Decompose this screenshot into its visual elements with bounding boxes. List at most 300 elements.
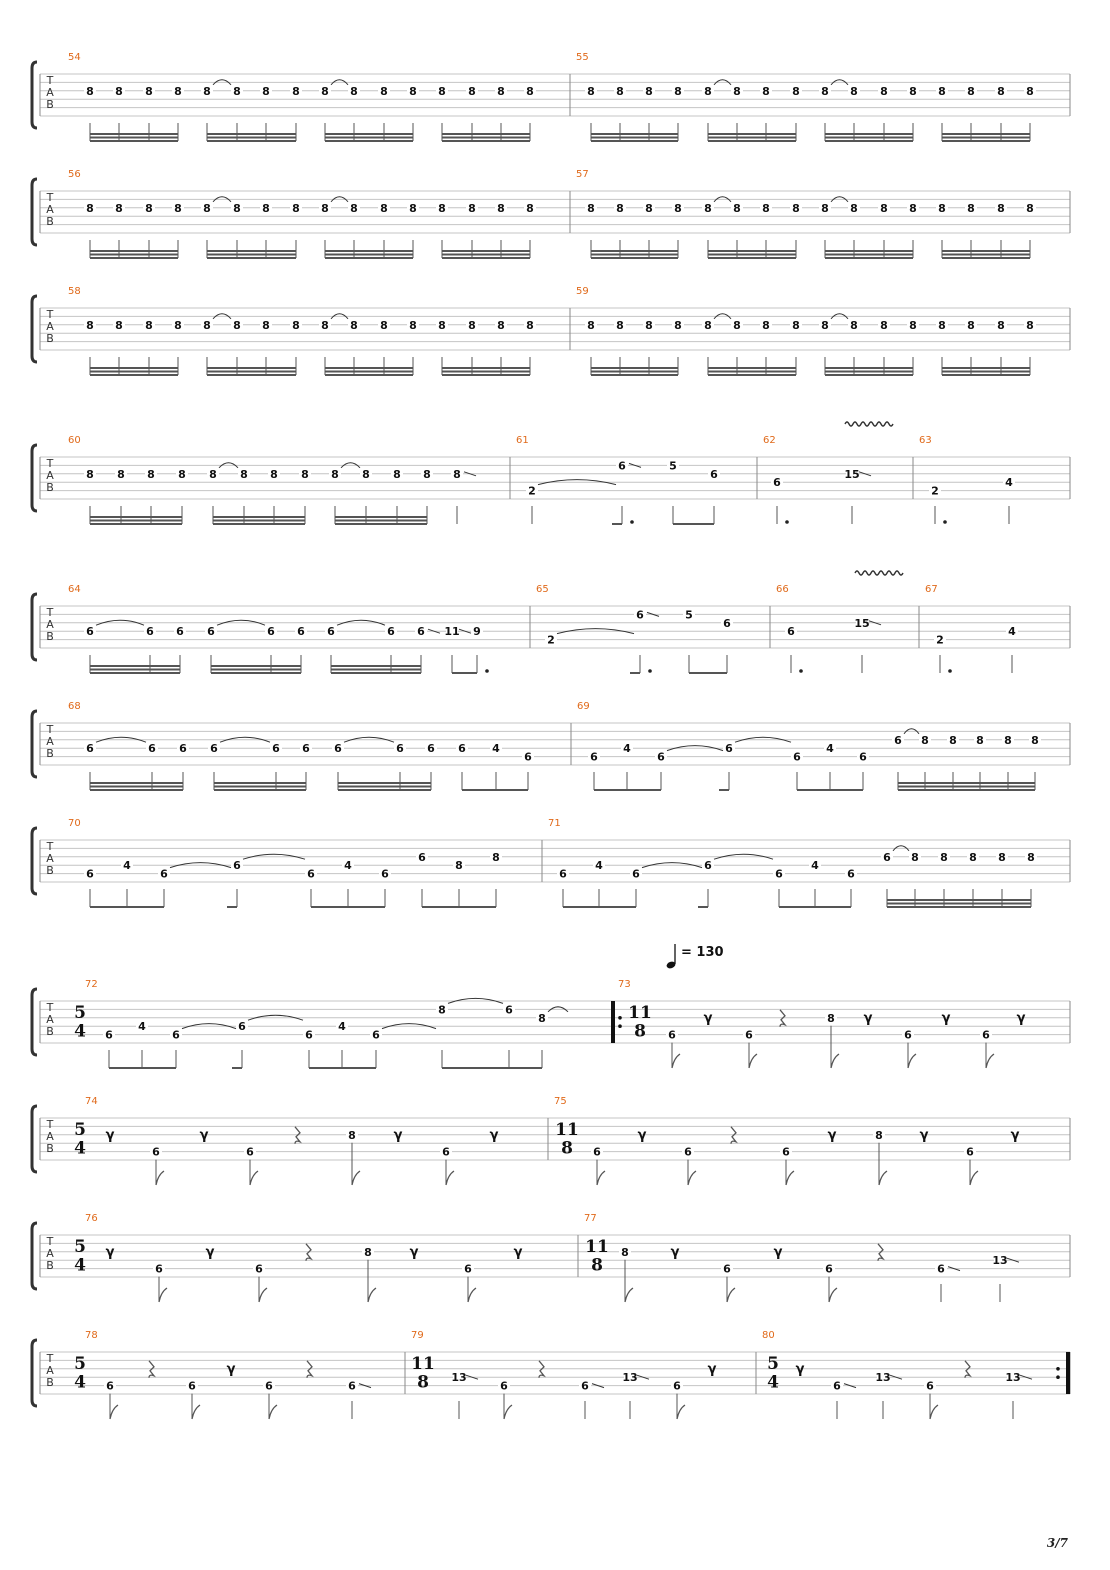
measure-64 — [68, 584, 489, 673]
fret-number: 8 — [350, 84, 358, 98]
time-signature-bottom: 4 — [74, 1372, 86, 1393]
time-signature-top: 5 — [74, 1353, 86, 1374]
measure-79 — [411, 1330, 717, 1419]
fret-number: 8 — [86, 467, 94, 481]
measure-number: 78 — [85, 1330, 98, 1341]
measure-54 — [68, 52, 536, 141]
fret-number: 6 — [632, 867, 640, 881]
fret-number: 6 — [427, 742, 435, 756]
system-bracket — [32, 594, 37, 660]
fret-number: 8 — [1026, 318, 1034, 332]
fret-number: 6 — [618, 459, 626, 473]
fret-number: 8 — [1027, 850, 1035, 864]
tempo-marking — [666, 944, 724, 970]
repeat-dot — [1056, 1367, 1060, 1371]
fret-number: 8 — [674, 318, 682, 332]
eighth-rest-icon: γ — [105, 1244, 115, 1260]
system-bracket — [32, 1340, 37, 1406]
fret-number: 6 — [146, 625, 154, 639]
fret-number: 6 — [505, 1003, 513, 1017]
fret-number: 6 — [833, 1379, 841, 1393]
fret-number: 6 — [86, 742, 94, 756]
measure-77 — [584, 1213, 1019, 1302]
fret-number: 8 — [940, 850, 948, 864]
note-flag — [259, 1288, 267, 1302]
note-flag — [468, 1288, 476, 1302]
system-bracket — [32, 828, 37, 894]
repeat-dot — [618, 1024, 622, 1028]
fret-number: 4 — [492, 742, 500, 756]
eighth-rest-icon: γ — [1016, 1010, 1026, 1026]
tab-clef-letter: T — [46, 1118, 54, 1131]
fret-number: 8 — [115, 201, 123, 215]
tab-clef-letter: A — [46, 320, 54, 333]
fret-number: 8 — [792, 318, 800, 332]
fret-number: 6 — [723, 1262, 731, 1276]
fret-number: 6 — [982, 1028, 990, 1042]
fret-number: 8 — [949, 733, 957, 747]
fret-number: 8 — [909, 84, 917, 98]
page-number: 3/7 — [1046, 1536, 1068, 1550]
note-flag — [352, 1171, 360, 1185]
fret-number: 8 — [821, 84, 829, 98]
measure-78 — [74, 1330, 371, 1419]
fret-number: 6 — [155, 1262, 163, 1276]
system-bracket — [32, 62, 37, 128]
repeat-start-thick-barline — [611, 1001, 615, 1043]
measure-55 — [576, 52, 1036, 141]
fret-number: 8 — [911, 850, 919, 864]
eighth-rest-icon: γ — [513, 1244, 523, 1260]
note-flag — [597, 1171, 605, 1185]
measure-number: 73 — [618, 979, 631, 990]
fret-number: 8 — [174, 84, 182, 98]
fret-number: 8 — [292, 201, 300, 215]
eighth-rest-icon: γ — [489, 1127, 499, 1143]
fret-number: 8 — [362, 467, 370, 481]
eighth-rest-icon: γ — [637, 1127, 647, 1143]
eighth-rest-icon: γ — [703, 1010, 713, 1026]
measure-76 — [74, 1213, 522, 1302]
fret-number: 8 — [645, 201, 653, 215]
fret-number: 8 — [762, 84, 770, 98]
fret-number: 2 — [936, 633, 944, 647]
tab-clef-letter: T — [46, 1352, 54, 1365]
measure-56 — [68, 169, 536, 258]
tab-system — [32, 286, 1070, 375]
note-flag — [986, 1054, 994, 1068]
fret-number: 8 — [880, 318, 888, 332]
note-flag — [677, 1405, 685, 1419]
fret-number: 4 — [623, 742, 631, 756]
fret-number: 8 — [438, 1003, 446, 1017]
time-signature-bottom: 4 — [74, 1255, 86, 1276]
fret-number: 6 — [593, 1145, 601, 1159]
fret-number: 6 — [148, 742, 156, 756]
fret-number: 6 — [172, 1028, 180, 1042]
fret-number: 6 — [458, 742, 466, 756]
fret-number: 8 — [409, 318, 417, 332]
measure-68 — [68, 701, 534, 790]
fret-number: 8 — [704, 201, 712, 215]
fret-number: 8 — [468, 201, 476, 215]
measure-number: 67 — [925, 584, 938, 595]
fret-number: 6 — [417, 625, 425, 639]
note-flag — [831, 1054, 839, 1068]
fret-number: 5 — [685, 608, 693, 622]
note-flag — [250, 1171, 258, 1185]
measure-61 — [516, 435, 720, 524]
tab-clef-letter: A — [46, 1364, 54, 1377]
measure-62 — [763, 435, 871, 524]
augmentation-dot — [485, 669, 489, 673]
tab-clef-letter: T — [46, 1001, 54, 1014]
note-flag — [829, 1288, 837, 1302]
fret-number: 6 — [745, 1028, 753, 1042]
tab-system — [32, 52, 1070, 141]
measure-number: 60 — [68, 435, 81, 446]
fret-number: 6 — [160, 867, 168, 881]
tab-clef-letter: A — [46, 852, 54, 865]
fret-number: 8 — [998, 850, 1006, 864]
note-flag — [504, 1405, 512, 1419]
tab-clef-letter: B — [46, 1376, 54, 1389]
system-bracket — [32, 1223, 37, 1289]
system-bracket — [32, 711, 37, 777]
fret-number: 8 — [967, 84, 975, 98]
measure-65 — [536, 584, 733, 673]
fret-number: 8 — [364, 1245, 372, 1259]
note-flag — [908, 1054, 916, 1068]
note-flag — [930, 1405, 938, 1419]
fret-number: 8 — [733, 201, 741, 215]
note-flag — [879, 1171, 887, 1185]
fret-number: 11 — [444, 625, 460, 639]
fret-number: 8 — [762, 318, 770, 332]
measure-73 — [618, 979, 1026, 1068]
fret-number: 6 — [825, 1262, 833, 1276]
measure-number: 80 — [762, 1330, 775, 1341]
measure-number: 66 — [776, 584, 789, 595]
fret-number: 6 — [894, 733, 902, 747]
fret-number: 8 — [86, 318, 94, 332]
fret-number: 8 — [850, 84, 858, 98]
eighth-rest-icon: γ — [827, 1127, 837, 1143]
fret-number: 8 — [438, 84, 446, 98]
fret-number: 8 — [350, 201, 358, 215]
time-signature-top: 5 — [767, 1353, 779, 1374]
eighth-rest-icon: γ — [105, 1127, 115, 1143]
fret-number: 6 — [105, 1028, 113, 1042]
fret-number: 6 — [464, 1262, 472, 1276]
time-signature-top: 11 — [585, 1236, 609, 1257]
quarter-rest-icon — [780, 1010, 785, 1027]
fret-number: 6 — [152, 1145, 160, 1159]
eighth-rest-icon: γ — [795, 1361, 805, 1377]
tab-system — [32, 979, 1070, 1068]
fret-number: 8 — [233, 201, 241, 215]
note-flag — [625, 1288, 633, 1302]
tab-clef-letter: A — [46, 203, 54, 216]
fret-number: 6 — [773, 476, 781, 490]
fret-number: 9 — [473, 625, 481, 639]
note-flag — [159, 1288, 167, 1302]
note-flag — [727, 1288, 735, 1302]
fret-number: 8 — [438, 318, 446, 332]
fret-number: 8 — [587, 318, 595, 332]
fret-number: 4 — [123, 859, 131, 873]
fret-number: 8 — [967, 201, 975, 215]
augmentation-dot — [799, 669, 803, 673]
fret-number: 6 — [590, 750, 598, 764]
time-signature-top: 5 — [74, 1002, 86, 1023]
eighth-rest-icon: γ — [393, 1127, 403, 1143]
fret-number: 8 — [938, 201, 946, 215]
note-flag — [368, 1288, 376, 1302]
time-signature-top: 11 — [555, 1119, 579, 1140]
measure-number: 77 — [584, 1213, 597, 1224]
fret-number: 6 — [524, 750, 532, 764]
fret-number: 8 — [827, 1011, 835, 1025]
tab-system — [32, 584, 1070, 673]
note-flag — [192, 1405, 200, 1419]
fret-number: 6 — [188, 1379, 196, 1393]
fret-number: 2 — [547, 633, 555, 647]
fret-number: 8 — [331, 467, 339, 481]
measure-69 — [577, 701, 1041, 790]
fret-number: 6 — [723, 616, 731, 630]
eighth-rest-icon: γ — [226, 1361, 236, 1377]
fret-number: 6 — [710, 467, 718, 481]
fret-number: 8 — [997, 84, 1005, 98]
fret-number: 6 — [904, 1028, 912, 1042]
fret-number: 6 — [883, 850, 891, 864]
fret-number: 2 — [931, 484, 939, 498]
measure-63 — [919, 435, 1015, 524]
fret-number: 6 — [418, 850, 426, 864]
fret-number: 4 — [595, 859, 603, 873]
fret-number: 8 — [621, 1245, 629, 1259]
tab-clef-letter: A — [46, 1247, 54, 1260]
fret-number: 8 — [967, 318, 975, 332]
fret-number: 6 — [684, 1145, 692, 1159]
fret-number: 6 — [233, 859, 241, 873]
fret-number: 8 — [147, 467, 155, 481]
measure-58 — [68, 286, 536, 375]
eighth-rest-icon: γ — [707, 1361, 717, 1377]
fret-number: 8 — [178, 467, 186, 481]
repeat-end-thick-barline — [1066, 1352, 1070, 1394]
fret-number: 8 — [262, 201, 270, 215]
fret-number: 4 — [1008, 625, 1016, 639]
fret-number: 4 — [826, 742, 834, 756]
tab-clef-letter: T — [46, 606, 54, 619]
fret-number: 6 — [704, 859, 712, 873]
fret-number: 6 — [657, 750, 665, 764]
measure-number: 61 — [516, 435, 529, 446]
time-signature-bottom: 4 — [74, 1138, 86, 1159]
measure-number: 64 — [68, 584, 81, 595]
fret-number: 8 — [393, 467, 401, 481]
fret-number: 8 — [674, 84, 682, 98]
measure-number: 56 — [68, 169, 81, 180]
fret-number: 8 — [321, 201, 329, 215]
fret-number: 8 — [1031, 733, 1039, 747]
eighth-rest-icon: γ — [919, 1127, 929, 1143]
fret-number: 8 — [587, 84, 595, 98]
fret-number: 6 — [926, 1379, 934, 1393]
fret-number: 8 — [380, 318, 388, 332]
fret-number: 8 — [203, 84, 211, 98]
system-bracket — [32, 1106, 37, 1172]
fret-number: 6 — [238, 1020, 246, 1034]
tab-system — [32, 701, 1070, 790]
measure-66 — [776, 584, 881, 673]
measure-number: 69 — [577, 701, 590, 712]
fret-number: 8 — [1026, 84, 1034, 98]
fret-number: 8 — [792, 201, 800, 215]
tab-clef-letter: T — [46, 840, 54, 853]
fret-number: 8 — [997, 201, 1005, 215]
fret-number: 8 — [262, 84, 270, 98]
fret-number: 8 — [438, 201, 446, 215]
tab-system — [32, 1096, 1070, 1185]
fret-number: 6 — [559, 867, 567, 881]
fret-number: 8 — [526, 201, 534, 215]
fret-number: 8 — [86, 84, 94, 98]
fret-number: 6 — [793, 750, 801, 764]
tab-clef-letter: A — [46, 1130, 54, 1143]
fret-number: 6 — [305, 1028, 313, 1042]
measure-number: 54 — [68, 52, 81, 63]
measure-number: 58 — [68, 286, 81, 297]
fret-number: 8 — [115, 84, 123, 98]
fret-number: 13 — [875, 1371, 891, 1385]
fret-number: 4 — [344, 859, 352, 873]
eighth-rest-icon: γ — [863, 1010, 873, 1026]
measure-number: 71 — [548, 818, 561, 829]
system-bracket — [32, 445, 37, 511]
fret-number: 8 — [704, 318, 712, 332]
fret-number: 8 — [909, 318, 917, 332]
time-signature-bottom: 8 — [591, 1255, 603, 1276]
augmentation-dot — [630, 520, 634, 524]
fret-number: 8 — [733, 318, 741, 332]
time-signature-bottom: 8 — [561, 1138, 573, 1159]
fret-number: 8 — [145, 201, 153, 215]
fret-number: 8 — [616, 318, 624, 332]
fret-number: 8 — [292, 318, 300, 332]
measure-number: 75 — [554, 1096, 567, 1107]
fret-number: 4 — [138, 1020, 146, 1034]
tab-clef-letter: B — [46, 864, 54, 877]
time-signature-bottom: 8 — [634, 1021, 646, 1042]
measure-59 — [576, 286, 1036, 375]
fret-number: 6 — [297, 625, 305, 639]
fret-number: 8 — [423, 467, 431, 481]
fret-number: 8 — [921, 733, 929, 747]
fret-number: 8 — [1004, 733, 1012, 747]
measure-80 — [762, 1330, 1032, 1419]
tab-clef-letter: B — [46, 481, 54, 494]
fret-number: 6 — [787, 625, 795, 639]
tab-system — [32, 169, 1070, 258]
note-flag — [672, 1054, 680, 1068]
fret-number: 4 — [811, 859, 819, 873]
tab-clef-letter: B — [46, 215, 54, 228]
tab-clef-letter: T — [46, 308, 54, 321]
fret-number: 8 — [587, 201, 595, 215]
fret-number: 8 — [409, 84, 417, 98]
fret-number: 6 — [267, 625, 275, 639]
note-flag — [110, 1405, 118, 1419]
fret-number: 8 — [117, 467, 125, 481]
eighth-rest-icon: γ — [670, 1244, 680, 1260]
fret-number: 6 — [265, 1379, 273, 1393]
measure-number: 62 — [763, 435, 776, 446]
measure-number: 68 — [68, 701, 81, 712]
system-bracket — [32, 296, 37, 362]
fret-number: 8 — [455, 859, 463, 873]
fret-number: 6 — [255, 1262, 263, 1276]
fret-number: 6 — [334, 742, 342, 756]
fret-number: 8 — [115, 318, 123, 332]
note-flag — [156, 1171, 164, 1185]
fret-number: 6 — [442, 1145, 450, 1159]
measure-number: 70 — [68, 818, 81, 829]
measure-70 — [68, 818, 502, 907]
tab-clef-letter: B — [46, 1142, 54, 1155]
tab-clef-letter: T — [46, 723, 54, 736]
fret-number: 8 — [145, 318, 153, 332]
augmentation-dot — [948, 669, 952, 673]
fret-number: 4 — [1005, 476, 1013, 490]
eighth-rest-icon: γ — [773, 1244, 783, 1260]
tab-system — [32, 435, 1070, 524]
fret-number: 6 — [348, 1379, 356, 1393]
time-signature-top: 11 — [411, 1353, 435, 1374]
eighth-rest-icon: γ — [205, 1244, 215, 1260]
fret-number: 13 — [622, 1371, 638, 1385]
tab-system — [32, 1330, 1070, 1419]
fret-number: 6 — [246, 1145, 254, 1159]
fret-number: 8 — [203, 201, 211, 215]
tab-clef-letter: A — [46, 735, 54, 748]
fret-number: 8 — [497, 318, 505, 332]
fret-number: 6 — [636, 608, 644, 622]
fret-number: 8 — [645, 318, 653, 332]
measure-number: 65 — [536, 584, 549, 595]
fret-number: 8 — [976, 733, 984, 747]
fret-number: 6 — [210, 742, 218, 756]
fret-number: 8 — [174, 201, 182, 215]
measure-71 — [548, 818, 1037, 907]
fret-number: 6 — [847, 867, 855, 881]
fret-number: 8 — [209, 467, 217, 481]
fret-number: 8 — [492, 850, 500, 864]
fret-number: 6 — [725, 742, 733, 756]
fret-number: 8 — [409, 201, 417, 215]
fret-number: 8 — [174, 318, 182, 332]
fret-number: 8 — [969, 850, 977, 864]
fret-number: 6 — [179, 742, 187, 756]
system-bracket — [32, 989, 37, 1055]
note-flag — [269, 1405, 277, 1419]
time-signature-top: 5 — [74, 1119, 86, 1140]
tab-clef-letter: T — [46, 191, 54, 204]
fret-number: 6 — [775, 867, 783, 881]
fret-number: 6 — [500, 1379, 508, 1393]
